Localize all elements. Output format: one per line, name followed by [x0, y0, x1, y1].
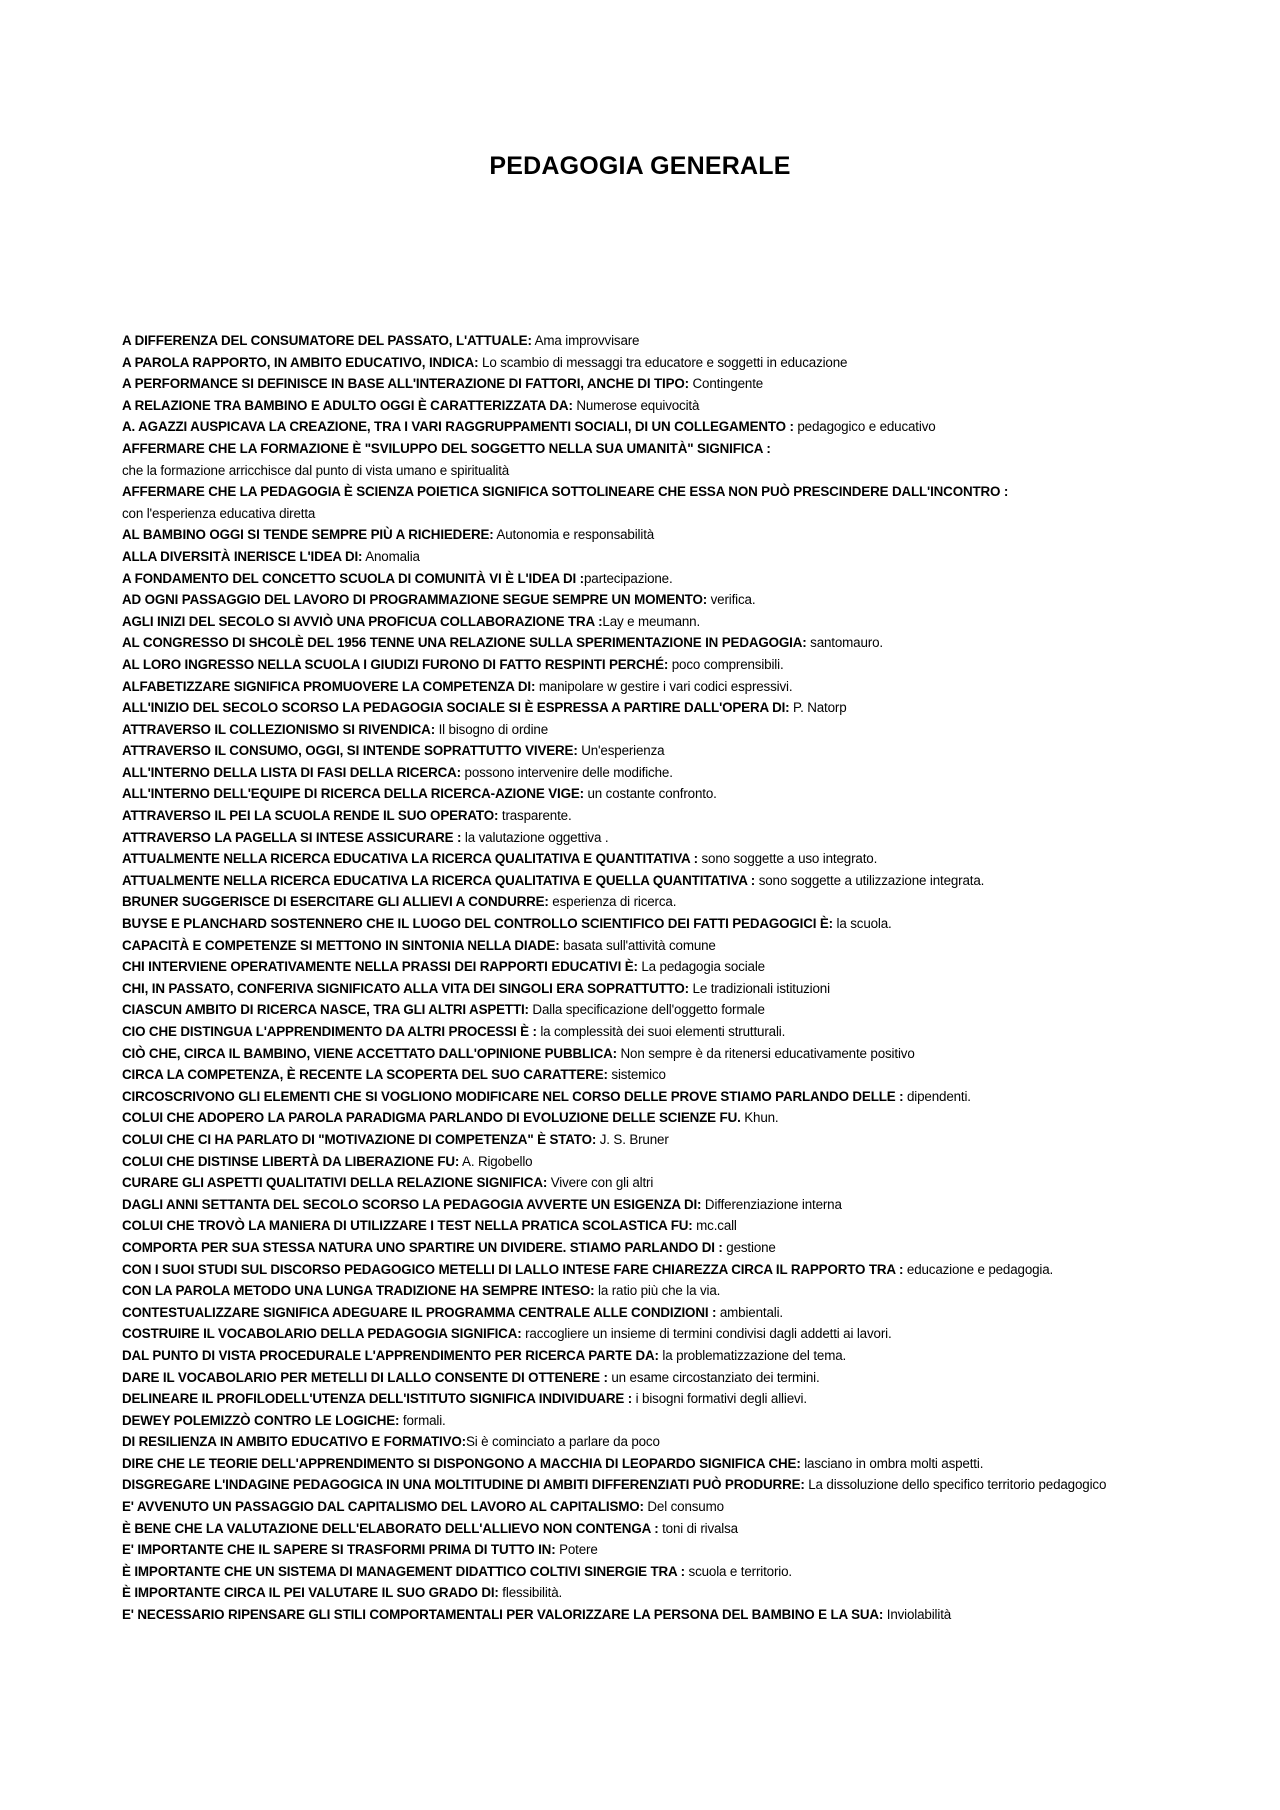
list-item	[122, 1388, 1262, 1410]
list-item	[122, 913, 1262, 935]
answer-text: Anomalia	[362, 548, 420, 564]
page-title: PEDAGOGIA GENERALE	[489, 152, 791, 180]
answer-text: Il bisogno di ordine	[435, 721, 548, 737]
question-text: CON I SUOI STUDI SUL DISCORSO PEDAGOGICO METELLI DI LALLO INTESE FARE CHIAREZZA CIRCA IL RAPPORTO TRA :	[122, 1261, 904, 1277]
question-text: A. AGAZZI AUSPICAVA LA CREAZIONE, TRA I VARI RAGGRUPPAMENTI SOCIALI, DI UN COLLEGAMENTO :	[122, 419, 794, 435]
question-text: CON LA PAROLA METODO UNA LUNGA TRADIZIONE HA SEMPRE INTESO:	[122, 1283, 595, 1299]
question-text: CIÒ CHE, CIRCA IL BAMBINO, VIENE ACCETTATO DALL'OPINIONE PUBBLICA:	[122, 1045, 617, 1061]
list-item	[122, 1431, 1262, 1453]
list-item	[122, 438, 1262, 460]
list-item	[122, 697, 1262, 719]
answer-text: esperienza di ricerca.	[548, 894, 677, 910]
list-item	[122, 1107, 1262, 1129]
answer-text: la valutazione oggettiva .	[461, 829, 609, 845]
question-text: A DIFFERENZA DEL CONSUMATORE DEL PASSATO, L'ATTUALE:	[122, 333, 532, 348]
question-text: CIRCA LA COMPETENZA, È RECENTE LA SCOPERTA DEL SUO CARATTERE:	[122, 1067, 608, 1083]
question-text: DARE IL VOCABOLARIO PER METELLI DI LALLO CONSENTE DI OTTENERE :	[122, 1369, 608, 1385]
question-text: ALFABETIZZARE SIGNIFICA PROMUOVERE LA COMPETENZA DI:	[122, 678, 536, 694]
list-item	[122, 999, 1262, 1021]
answer-text: Contingente	[688, 376, 764, 392]
list-item	[122, 503, 1262, 525]
list-item	[122, 935, 1262, 957]
answer-text: Lay e meumann.	[602, 613, 701, 629]
question-text: E' AVVENUTO UN PASSAGGIO DAL CAPITALISMO DEL LAVORO AL CAPITALISMO:	[122, 1499, 644, 1515]
list-item	[122, 1561, 1262, 1583]
question-text: ATTUALMENTE NELLA RICERCA EDUCATIVA LA RICERCA QUALITATIVA E QUELLA QUANTITATIVA :	[122, 872, 756, 888]
list-item	[122, 1086, 1262, 1108]
list-item	[122, 1410, 1262, 1432]
question-text: ATTRAVERSO IL COLLEZIONISMO SI RIVENDICA:	[122, 721, 436, 737]
question-text: CHI INTERVIENE OPERATIVAMENTE NELLA PRASSI DEI RAPPORTI EDUCATIVI È:	[122, 959, 638, 975]
answer-text: ambientali.	[716, 1304, 783, 1320]
question-text: DAGLI ANNI SETTANTA DEL SECOLO SCORSO LA PEDAGOGIA AVVERTE UN ESIGENZA DI:	[122, 1196, 702, 1212]
question-text: AFFERMARE CHE LA PEDAGOGIA È SCIENZA POIETICA SIGNIFICA SOTTOLINEARE CHE ESSA NON PUÒ PRESCINDERE DALL'INCONTRO :	[122, 484, 1009, 500]
list-item	[122, 1474, 1262, 1496]
list-item	[122, 805, 1262, 827]
list-item	[122, 373, 1262, 395]
list-item	[122, 956, 1262, 978]
answer-text: la complessità dei suoi elementi strutturali.	[536, 1024, 786, 1039]
answer-text: Un'esperienza	[577, 743, 665, 759]
answer-text: Dalla specificazione dell'oggetto formale	[528, 1002, 765, 1018]
question-text: ALL'INTERNO DELL'EQUIPE DI RICERCA DELLA RICERCA-AZIONE VIGE:	[122, 786, 584, 802]
list-item	[122, 1280, 1262, 1302]
list-item	[122, 1496, 1262, 1518]
answer-text: dipendenti.	[903, 1088, 971, 1104]
answer-text: A. Rigobello	[459, 1153, 533, 1169]
answer-text: Autonomia e responsabilità	[493, 527, 655, 543]
question-text: A RELAZIONE TRA BAMBINO E ADULTO OGGI È CARATTERIZZATA DA:	[122, 397, 573, 413]
list-item	[122, 1302, 1262, 1324]
answer-text: partecipazione.	[583, 570, 673, 586]
question-text: AL BAMBINO OGGI SI TENDE SEMPRE PIÙ A RICHIEDERE:	[122, 527, 494, 543]
list-item	[122, 632, 1262, 654]
question-text: È IMPORTANTE CIRCA IL PEI VALUTARE IL SUO GRADO DI:	[122, 1585, 499, 1601]
answer-text: educazione e pedagogia.	[903, 1261, 1054, 1277]
question-text: CONTESTUALIZZARE SIGNIFICA ADEGUARE IL PROGRAMMA CENTRALE ALLE CONDIZIONI :	[122, 1304, 717, 1320]
question-text: È IMPORTANTE CHE UN SISTEMA DI MANAGEMENT DIDATTICO COLTIVI SINERGIE TRA :	[122, 1563, 685, 1579]
list-item	[122, 330, 1262, 352]
question-text: DELINEARE IL PROFILODELL'UTENZA DELL'ISTITUTO SIGNIFICA INDIVIDUARE :	[122, 1391, 633, 1407]
answer-text: con l'esperienza educativa diretta	[122, 505, 316, 521]
question-text: COLUI CHE CI HA PARLATO DI "MOTIVAZIONE DI COMPETENZA" È STATO:	[122, 1131, 597, 1147]
answer-text: poco comprensibili.	[668, 656, 784, 672]
answer-text: Vivere con gli altri	[547, 1175, 654, 1191]
answer-text: La pedagogia sociale	[637, 959, 765, 975]
question-text: COLUI CHE TROVÒ LA MANIERA DI UTILIZZARE I TEST NELLA PRATICA SCOLASTICA FU:	[122, 1218, 693, 1234]
answer-text: La dissoluzione dello specifico territorio pedagogico	[804, 1477, 1107, 1493]
answer-text: P. Natorp	[789, 700, 847, 716]
list-item	[122, 762, 1262, 784]
list-item	[122, 524, 1262, 546]
answer-text: un costante confronto.	[583, 786, 717, 802]
question-text: BRUNER SUGGERISCE DI ESERCITARE GLI ALLIEVI A CONDURRE:	[122, 894, 549, 910]
list-item	[122, 1259, 1262, 1281]
answer-text: mc.call	[692, 1218, 737, 1234]
question-text: CHI, IN PASSATO, CONFERIVA SIGNIFICATO ALLA VITA DEI SINGOLI ERA SOPRATTUTTO:	[122, 980, 689, 996]
list-item	[122, 783, 1262, 805]
list-item	[122, 1323, 1262, 1345]
list-item	[122, 870, 1262, 892]
list-item	[122, 740, 1262, 762]
list-item	[122, 891, 1262, 913]
question-text: BUYSE E PLANCHARD SOSTENNERO CHE IL LUOGO DEL CONTROLLO SCIENTIFICO DEI FATTI PEDAGOGICI È:	[122, 916, 833, 932]
list-item	[122, 416, 1262, 438]
answer-text: verifica.	[707, 592, 756, 608]
answer-text: la ratio più che la via.	[594, 1283, 721, 1299]
list-item	[122, 1064, 1262, 1086]
question-text: CIASCUN AMBITO DI RICERCA NASCE, TRA GLI ALTRI ASPETTI:	[122, 1002, 529, 1018]
list-item	[122, 1172, 1262, 1194]
list-item	[122, 1345, 1262, 1367]
list-item	[122, 1194, 1262, 1216]
answer-text: i bisogni formativi degli allievi.	[632, 1391, 807, 1407]
answer-text: un esame circostanziato dei termini.	[607, 1369, 820, 1385]
question-text: CAPACITÀ E COMPETENZE SI METTONO IN SINTONIA NELLA DIADE:	[122, 937, 560, 953]
answer-text: J. S. Bruner	[596, 1131, 669, 1147]
list-item	[122, 1021, 1262, 1043]
question-text: COLUI CHE ADOPERO LA PAROLA PARADIGMA PARLANDO DI EVOLUZIONE DELLE SCIENZE FU.	[122, 1110, 741, 1126]
question-text: DISGREGARE L'INDAGINE PEDAGOGICA IN UNA MOLTITUDINE DI AMBITI DIFFERENZIATI PUÒ PRODURRE:	[122, 1477, 805, 1493]
answer-text: sono soggette a uso integrato.	[697, 851, 878, 867]
list-item	[122, 848, 1262, 870]
answer-text: santomauro.	[806, 635, 883, 651]
answer-text: manipolare w gestire i vari codici espressivi.	[535, 678, 793, 694]
question-text: ALL'INIZIO DEL SECOLO SCORSO LA PEDAGOGIA SOCIALE SI È ESPRESSA A PARTIRE DALL'OPERA DI:	[122, 700, 790, 716]
list-item	[122, 676, 1262, 698]
answer-text: la scuola.	[832, 916, 892, 932]
list-item	[122, 1215, 1262, 1237]
question-answer-list	[122, 330, 1262, 1626]
question-text: ATTRAVERSO LA PAGELLA SI INTESE ASSICURARE :	[122, 829, 462, 845]
answer-text: toni di rivalsa	[658, 1520, 738, 1536]
list-item	[122, 611, 1262, 633]
list-item	[122, 1151, 1262, 1173]
question-text: CURARE GLI ASPETTI QUALITATIVI DELLA RELAZIONE SIGNIFICA:	[122, 1175, 548, 1191]
question-text: ATTUALMENTE NELLA RICERCA EDUCATIVA LA RICERCA QUALITATIVA E QUANTITATIVA :	[122, 851, 698, 867]
question-text: AGLI INIZI DEL SECOLO SI AVVIÒ UNA PROFICUA COLLABORAZIONE TRA :	[122, 613, 603, 629]
answer-text: Differenziazione interna	[701, 1196, 842, 1212]
question-text: ALL'INTERNO DELLA LISTA DI FASI DELLA RICERCA:	[122, 764, 461, 780]
question-text: A PAROLA RAPPORTO, IN AMBITO EDUCATIVO, INDICA:	[122, 354, 479, 370]
list-item	[122, 1367, 1262, 1389]
answer-text: formali.	[399, 1412, 446, 1428]
answer-text: pedagogico e educativo	[793, 419, 936, 435]
question-text: AL LORO INGRESSO NELLA SCUOLA I GIUDIZI FURONO DI FATTO RESPINTI PERCHÉ:	[122, 656, 669, 672]
question-text: CIRCOSCRIVONO GLI ELEMENTI CHE SI VOGLIONO MODIFICARE NEL CORSO DELLE PROVE STIAMO PARLANDO DELLE :	[122, 1088, 904, 1104]
answer-text: Lo scambio di messaggi tra educatore e soggetti in educazione	[478, 354, 848, 370]
answer-text: Inviolabilità	[883, 1607, 952, 1623]
list-item	[122, 978, 1262, 1000]
answer-text: possono intervenire delle modifiche.	[460, 764, 673, 780]
answer-text: la problematizzazione del tema.	[658, 1347, 847, 1363]
question-text: COSTRUIRE IL VOCABOLARIO DELLA PEDAGOGIA SIGNIFICA:	[122, 1326, 522, 1342]
answer-text: che la formazione arricchisce dal punto di vista umano e spiritualità	[122, 462, 510, 478]
answer-text: basata sull'attività comune	[559, 937, 716, 953]
answer-text: Si è cominciato a parlare da poco	[465, 1434, 660, 1450]
answer-text: trasparente.	[498, 808, 572, 824]
question-text: AD OGNI PASSAGGIO DEL LAVORO DI PROGRAMMAZIONE SEGUE SEMPRE UN MOMENTO:	[122, 592, 708, 608]
question-text: E' IMPORTANTE CHE IL SAPERE SI TRASFORMI PRIMA DI TUTTO IN:	[122, 1542, 556, 1558]
list-item	[122, 1129, 1262, 1151]
answer-text: Non sempre è da ritenersi educativamente positivo	[616, 1045, 915, 1061]
question-text: A FONDAMENTO DEL CONCETTO SCUOLA DI COMUNITÀ VI È L'IDEA DI :	[122, 570, 584, 586]
answer-text: lasciano in ombra molti aspetti.	[800, 1455, 984, 1471]
question-text: ATTRAVERSO IL PEI LA SCUOLA RENDE IL SUO OPERATO:	[122, 808, 499, 824]
question-text: AL CONGRESSO DI SHCOLÈ DEL 1956 TENNE UNA RELAZIONE SULLA SPERIMENTAZIONE IN PEDAGOGIA:	[122, 635, 807, 651]
list-item	[122, 589, 1262, 611]
list-item	[122, 546, 1262, 568]
question-text: ATTRAVERSO IL CONSUMO, OGGI, SI INTENDE SOPRATTUTTO VIVERE:	[122, 743, 578, 759]
list-item	[122, 1604, 1262, 1626]
list-item	[122, 352, 1262, 374]
answer-text: Del consumo	[643, 1499, 724, 1515]
list-item	[122, 395, 1262, 417]
question-text: DAL PUNTO DI VISTA PROCEDURALE L'APPRENDIMENTO PER RICERCA PARTE DA:	[122, 1347, 659, 1363]
answer-text: flessibilità.	[498, 1585, 563, 1601]
answer-text: Le tradizionali istituzioni	[688, 980, 830, 996]
answer-text: Ama improvvisare	[531, 333, 640, 348]
question-text: A PERFORMANCE SI DEFINISCE IN BASE ALL'INTERAZIONE DI FATTORI, ANCHE DI TIPO:	[122, 376, 689, 392]
answer-text: sistemico	[607, 1067, 666, 1083]
answer-text: Khun.	[740, 1110, 779, 1126]
list-item	[122, 1237, 1262, 1259]
answer-text: Potere	[555, 1542, 598, 1558]
question-text: AFFERMARE CHE LA FORMAZIONE È "SVILUPPO DEL SOGGETTO NELLA SUA UMANITÀ" SIGNIFICA :	[122, 440, 771, 456]
question-text: ALLA DIVERSITÀ INERISCE L'IDEA DI:	[122, 548, 363, 564]
question-text: COMPORTA PER SUA STESSA NATURA UNO SPARTIRE UN DIVIDERE. STIAMO PARLANDO DI :	[122, 1239, 723, 1255]
list-item	[122, 568, 1262, 590]
list-item	[122, 719, 1262, 741]
list-item	[122, 1043, 1262, 1065]
question-text: DEWEY POLEMIZZÒ CONTRO LE LOGICHE:	[122, 1412, 400, 1428]
question-text: E' NECESSARIO RIPENSARE GLI STILI COMPORTAMENTALI PER VALORIZZARE LA PERSONA DEL BAMBINO E LA SUA:	[122, 1607, 884, 1623]
list-item	[122, 1453, 1262, 1475]
question-text: È BENE CHE LA VALUTAZIONE DELL'ELABORATO DELL'ALLIEVO NON CONTENGA :	[122, 1520, 659, 1536]
answer-text: Numerose equivocità	[572, 397, 700, 413]
question-text: CIO CHE DISTINGUA L'APPRENDIMENTO DA ALTRI PROCESSI È :	[122, 1024, 537, 1039]
list-item	[122, 827, 1262, 849]
question-text: COLUI CHE DISTINSE LIBERTÀ DA LIBERAZIONE FU:	[122, 1153, 460, 1169]
question-text: DIRE CHE LE TEORIE DELL'APPRENDIMENTO SI DISPONGONO A MACCHIA DI LEOPARDO SIGNIFICA CHE:	[122, 1455, 801, 1471]
list-item	[122, 460, 1262, 482]
list-item	[122, 654, 1262, 676]
list-item	[122, 481, 1262, 503]
list-item	[122, 1518, 1262, 1540]
question-text: DI RESILIENZA IN AMBITO EDUCATIVO E FORMATIVO:	[122, 1434, 466, 1450]
answer-text: sono soggette a utilizzazione integrata.	[755, 872, 985, 888]
answer-text: gestione	[722, 1239, 776, 1255]
answer-text: raccogliere un insieme di termini condivisi dagli addetti ai lavori.	[521, 1326, 892, 1342]
answer-text: scuola e territorio.	[684, 1563, 792, 1579]
list-item	[122, 1539, 1262, 1561]
list-item	[122, 1582, 1262, 1604]
